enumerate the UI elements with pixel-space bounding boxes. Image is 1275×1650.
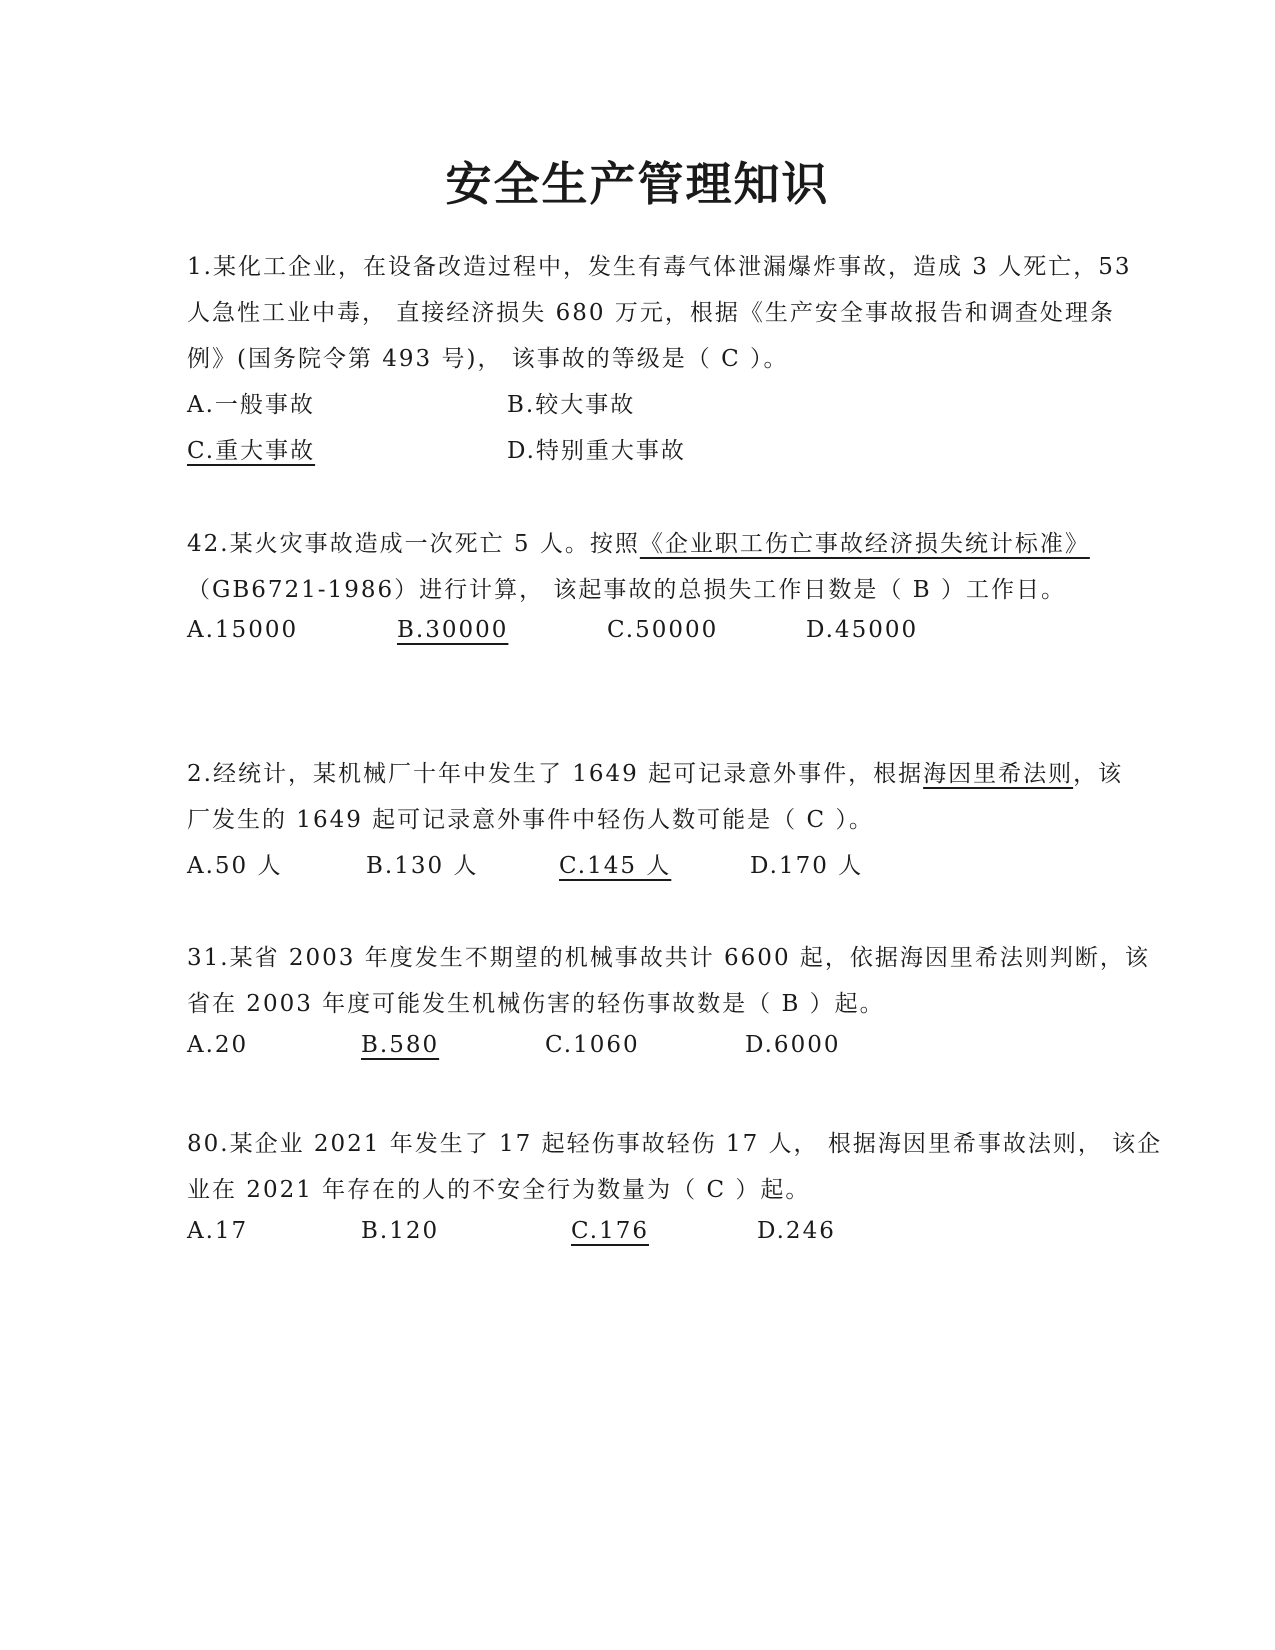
heinrich-law: 海因里希法则 xyxy=(923,761,1074,787)
question-42-line-1 xyxy=(187,525,1090,558)
question-1-option-b: B.较大事故 xyxy=(507,392,636,418)
question-1-option-a: A.一般事故 xyxy=(187,392,315,418)
question-42-option-c: C.50000 xyxy=(607,617,719,643)
question-42-option-a: A.15000 xyxy=(187,617,299,643)
question-80-line-2: 业在 2021 年存在的人的不安全行为数量为（ C ）起。 xyxy=(187,1177,811,1203)
question-2-prefix: 2.经统计，某机械厂十年中发生了 1649 起可记录意外事件，根据 xyxy=(187,761,924,787)
question-80-option-b: B.120 xyxy=(361,1218,440,1244)
question-1-option-c-answer: C.重大事故 xyxy=(187,438,316,464)
question-31-option-a: A.20 xyxy=(187,1032,249,1058)
question-31-option-d: D.6000 xyxy=(745,1032,841,1058)
question-42-option-b-answer: B.30000 xyxy=(397,617,509,643)
question-42-prefix: 42.某火灾事故造成一次死亡 5 人。按照 xyxy=(187,531,640,557)
standard-name: 《企业职工伤亡事故经济损失统计标准》 xyxy=(639,531,1090,557)
question-80-option-a: A.17 xyxy=(187,1218,249,1244)
question-2-option-b: B.130 人 xyxy=(366,853,479,879)
question-80-option-d: D.246 xyxy=(757,1218,836,1244)
question-2-option-a: A.50 人 xyxy=(187,853,283,879)
page-title: 安全生产管理知识 xyxy=(445,157,830,211)
question-2-suffix: ，该 xyxy=(1073,761,1124,787)
question-2-line-2: 厂发生的 1649 起可记录意外事件中轻伤人数可能是（ C ）。 xyxy=(187,807,874,833)
question-31-line-2: 省在 2003 年度可能发生机械伤害的轻伤事故数是（ B ）起。 xyxy=(187,991,885,1017)
question-80-line-1: 80.某企业 2021 年发生了 17 起轻伤事故轻伤 17 人， 根据海因里希事故法则， 该企 xyxy=(187,1131,1163,1157)
question-31-option-b-answer: B.580 xyxy=(361,1032,440,1058)
question-42-line-2: （GB6721-1986）进行计算， 该起事故的总损失工作日数是（ B ）工作日。 xyxy=(187,577,1066,603)
question-31-option-c: C.1060 xyxy=(545,1032,640,1058)
question-1-option-d: D.特别重大事故 xyxy=(507,438,686,464)
question-80-option-c-answer: C.176 xyxy=(571,1218,649,1244)
question-2-option-d: D.170 人 xyxy=(750,853,864,879)
question-1-line-2: 人急性工业中毒， 直接经济损失 680 万元，根据《生产安全事故报告和调查处理条 xyxy=(187,300,1115,326)
question-1-line-1: 1.某化工企业，在设备改造过程中，发生有毒气体泄漏爆炸事故，造成 3 人死亡，53 xyxy=(187,254,1132,280)
question-2-line-1 xyxy=(187,755,1123,788)
question-42-option-d: D.45000 xyxy=(806,617,919,643)
question-1-line-3: 例》(国务院令第 493 号)， 该事故的等级是（ C ）。 xyxy=(187,346,789,372)
question-31-line-1: 31.某省 2003 年度发生不期望的机械事故共计 6600 起，依据海因里希法则判断，该 xyxy=(187,945,1150,971)
question-2-option-c-answer: C.145 人 xyxy=(559,853,672,879)
